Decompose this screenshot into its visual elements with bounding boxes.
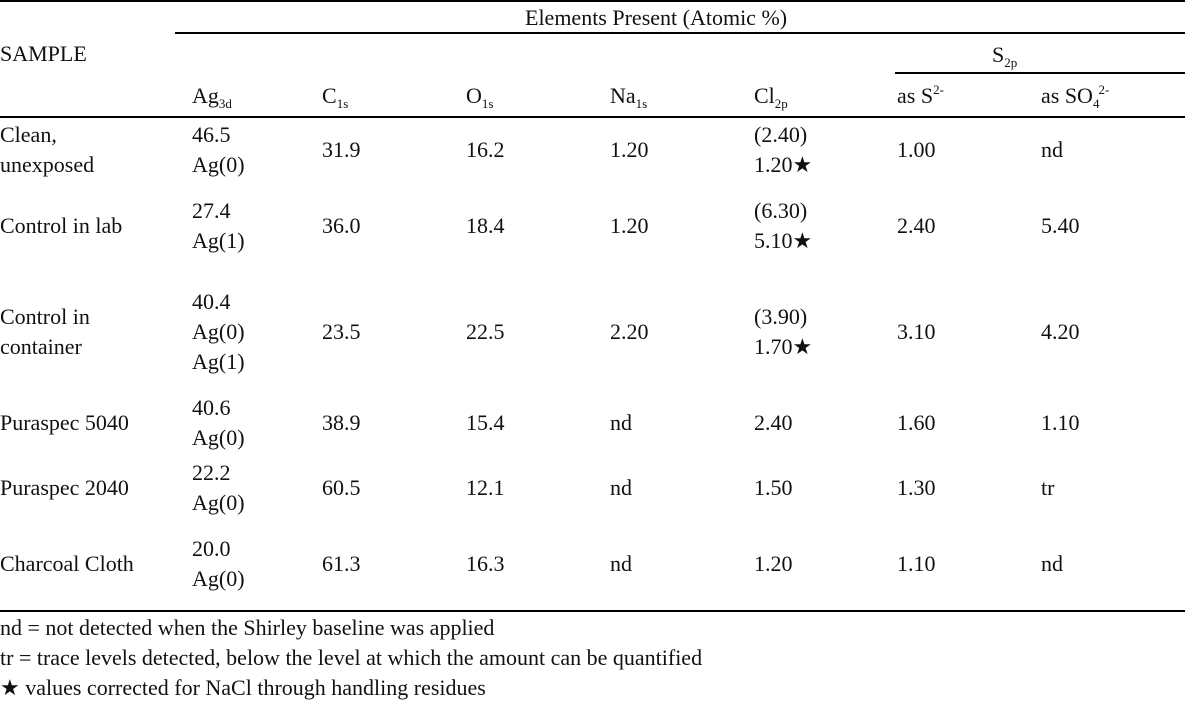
cell-line: 15.4 — [466, 410, 505, 435]
cell-cl — [754, 196, 812, 256]
cell-line: Ag(1) — [192, 349, 245, 374]
group-header: Elements Present (Atomic %) — [525, 5, 788, 30]
cell-line: Control in — [0, 304, 90, 329]
col-header-ag-main: Ag — [192, 83, 219, 108]
cell-line: Clean, — [0, 122, 57, 147]
cell-line: Puraspec 5040 — [0, 410, 129, 435]
cell-sample — [0, 302, 90, 362]
cell-line: Ag(0) — [192, 425, 245, 450]
cell-line: container — [0, 334, 82, 359]
cell-o — [466, 211, 505, 241]
s2p-header-sub: 2p — [1004, 55, 1018, 70]
cell-s-sulfide — [897, 549, 936, 579]
cell-line: 16.3 — [466, 551, 505, 576]
cell-line: 27.4 — [192, 198, 231, 223]
cell-s-sulfide — [897, 211, 936, 241]
cell-line: Ag(0) — [192, 319, 245, 344]
cell-line: Ag(0) — [192, 490, 245, 515]
cell-line: nd — [1041, 137, 1063, 162]
col-header-s-sulfate-main: as SO — [1041, 83, 1093, 108]
cell-s-sulfide — [897, 135, 936, 165]
cell-line: 2.40 — [897, 213, 936, 238]
cell-s-sulfide — [897, 408, 936, 438]
cell-sample — [0, 211, 122, 241]
cell-c — [322, 135, 361, 165]
cell-sample — [0, 473, 129, 503]
cell-ag — [192, 196, 245, 256]
cell-o — [466, 549, 505, 579]
cell-line: 23.5 — [322, 319, 361, 344]
cell-na — [610, 317, 649, 347]
col-header-s-sulfate-sub: 4 — [1092, 96, 1100, 111]
cell-cl — [754, 120, 812, 180]
sample-header: SAMPLE — [0, 41, 87, 66]
cell-ag — [192, 287, 245, 377]
cell-na — [610, 408, 632, 438]
col-header-na-main: Na — [610, 83, 636, 108]
s2p-header-rule — [895, 72, 1185, 74]
cell-line: 40.4 — [192, 289, 231, 314]
cell-na — [610, 473, 632, 503]
cell-line: Ag(0) — [192, 152, 245, 177]
col-header-c — [322, 81, 348, 114]
cell-line: 1.20 — [610, 213, 649, 238]
cell-s-sulfate — [1041, 473, 1054, 503]
footnote-star: ★ values corrected for NaCl through handling residues — [0, 675, 486, 700]
cell-s-sulfide — [897, 473, 936, 503]
col-header-o-main: O — [466, 83, 482, 108]
cell-line: 12.1 — [466, 475, 505, 500]
cell-s-sulfide — [897, 317, 936, 347]
cell-line: 36.0 — [322, 213, 361, 238]
cell-line: nd — [610, 551, 632, 576]
top-rule — [0, 0, 1185, 2]
cell-line: 40.6 — [192, 395, 231, 420]
cell-line: 2.20 — [610, 319, 649, 344]
cell-c — [322, 473, 361, 503]
cell-c — [322, 549, 361, 579]
cell-line: nd — [610, 475, 632, 500]
cell-cl — [754, 302, 812, 362]
cell-line: nd — [1041, 551, 1063, 576]
col-header-s-sulfate-sup: 2- — [1098, 82, 1110, 97]
cell-line: (3.90) — [754, 304, 808, 329]
cell-line: 61.3 — [322, 551, 361, 576]
cell-line: 46.5 — [192, 122, 231, 147]
cell-ag — [192, 534, 245, 594]
cell-c — [322, 211, 361, 241]
cell-na — [610, 211, 649, 241]
s2p-header-main: S — [992, 42, 1005, 67]
cell-line: 3.10 — [897, 319, 936, 344]
cell-s-sulfate — [1041, 135, 1063, 165]
s2p-header — [992, 40, 1017, 73]
col-header-s-sulfide — [897, 81, 944, 114]
cell-line: 18.4 — [466, 213, 505, 238]
cell-line: 5.40 — [1041, 213, 1080, 238]
cell-line: 1.50 — [754, 475, 793, 500]
col-header-cl — [754, 81, 788, 114]
col-header-na-sub: 1s — [635, 96, 648, 111]
cell-ag — [192, 393, 245, 453]
cell-line: 60.5 — [322, 475, 361, 500]
cell-s-sulfate — [1041, 317, 1080, 347]
cell-line: 5.10★ — [754, 228, 813, 253]
col-header-c-main: C — [322, 83, 337, 108]
cell-s-sulfate — [1041, 211, 1080, 241]
cell-line: nd — [610, 410, 632, 435]
footnote-nd: nd = not detected when the Shirley baseline was applied — [0, 615, 495, 640]
cell-line: 1.60 — [897, 410, 936, 435]
cell-o — [466, 473, 505, 503]
footnote-tr: tr = trace levels detected, below the level at which the amount can be quantified — [0, 645, 703, 670]
cell-o — [466, 135, 505, 165]
cell-line: 31.9 — [322, 137, 361, 162]
col-header-ag — [192, 81, 232, 114]
cell-na — [610, 549, 632, 579]
cell-line: 1.70★ — [754, 334, 813, 359]
cell-sample — [0, 120, 94, 180]
cell-line: Ag(0) — [192, 566, 245, 591]
cell-s-sulfate — [1041, 408, 1080, 438]
cell-line: 38.9 — [322, 410, 361, 435]
col-header-s-sulfate — [1041, 81, 1109, 114]
cell-o — [466, 408, 505, 438]
cell-line: 16.2 — [466, 137, 505, 162]
cell-line: 1.30 — [897, 475, 936, 500]
cell-line: Control in lab — [0, 213, 123, 238]
cell-na — [610, 135, 649, 165]
cell-line: 1.20★ — [754, 152, 813, 177]
cell-line: 2.40 — [754, 410, 793, 435]
col-header-o-sub: 1s — [481, 96, 494, 111]
cell-line: Charcoal Cloth — [0, 551, 134, 576]
bottom-rule — [0, 610, 1185, 612]
cell-line: unexposed — [0, 152, 95, 177]
cell-line: (6.30) — [754, 198, 808, 223]
cell-line: 1.10 — [897, 551, 936, 576]
cell-line: 1.10 — [1041, 410, 1080, 435]
cell-line: 4.20 — [1041, 319, 1080, 344]
col-header-ag-sub: 3d — [218, 96, 232, 111]
cell-line: Puraspec 2040 — [0, 475, 129, 500]
cell-ag — [192, 120, 245, 180]
cell-line: 1.20 — [610, 137, 649, 162]
cell-line: Ag(1) — [192, 228, 245, 253]
cell-line: 22.2 — [192, 460, 231, 485]
cell-line: tr — [1041, 475, 1055, 500]
cell-line: 1.20 — [754, 551, 793, 576]
cell-sample — [0, 408, 129, 438]
cell-cl — [754, 408, 793, 438]
cell-line: 20.0 — [192, 536, 231, 561]
cell-ag — [192, 458, 245, 518]
col-header-na — [610, 81, 647, 114]
cell-c — [322, 317, 361, 347]
col-header-s-sulfide-main: as S — [897, 83, 934, 108]
column-header-rule — [0, 116, 1185, 118]
cell-line: (2.40) — [754, 122, 808, 147]
cell-cl — [754, 549, 793, 579]
cell-o — [466, 317, 505, 347]
cell-s-sulfate — [1041, 549, 1063, 579]
cell-line: 1.00 — [897, 137, 936, 162]
cell-cl — [754, 473, 793, 503]
cell-line: 22.5 — [466, 319, 505, 344]
col-header-cl-sub: 2p — [774, 96, 788, 111]
col-header-cl-main: Cl — [754, 83, 775, 108]
col-header-c-sub: 1s — [336, 96, 349, 111]
cell-sample — [0, 549, 134, 579]
col-header-s-sulfide-sup: 2- — [933, 82, 944, 97]
cell-c — [322, 408, 361, 438]
col-header-o — [466, 81, 493, 114]
